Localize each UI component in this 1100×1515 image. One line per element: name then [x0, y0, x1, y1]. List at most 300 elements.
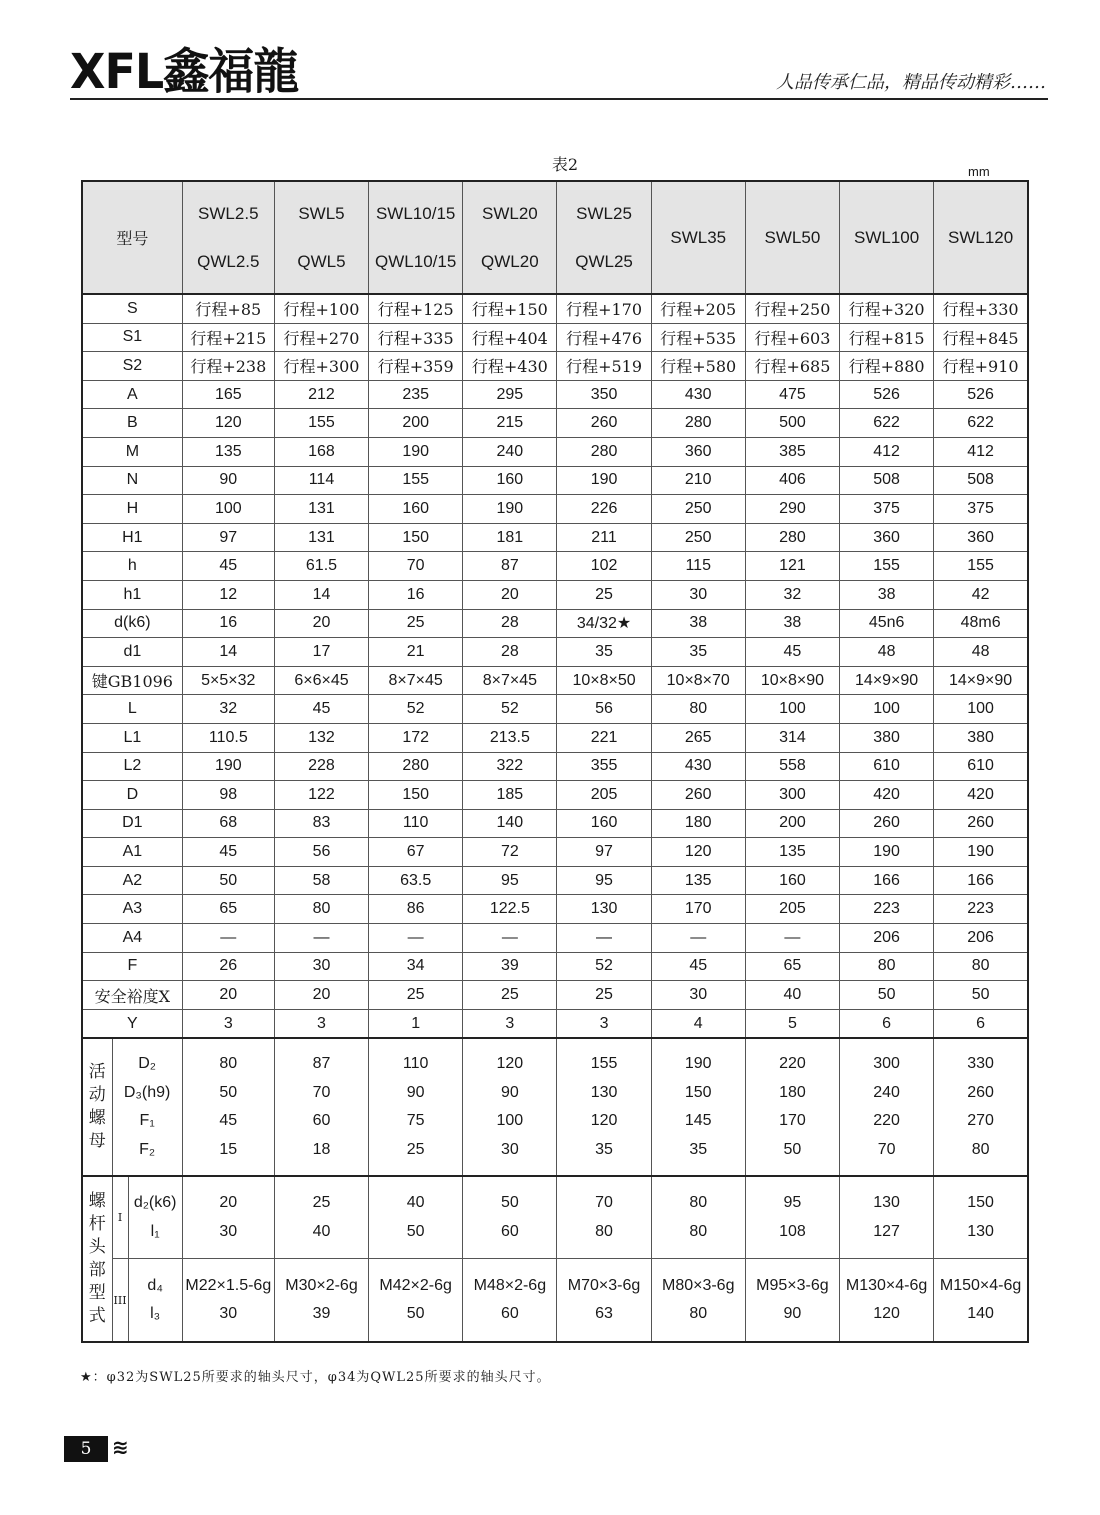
table-cell: 526 — [934, 380, 1028, 409]
table-cell: 250 — [651, 495, 745, 524]
table-cell: 45 — [182, 838, 274, 867]
model-name: QWL5 — [297, 251, 346, 271]
table-cell: 50 — [840, 981, 934, 1010]
table-cell: 34 — [369, 952, 463, 981]
table-cell: 15 — [219, 1140, 238, 1158]
table-cell: 166 — [934, 866, 1028, 895]
table-cell: 58 — [274, 866, 368, 895]
table-cell: 205 — [557, 781, 651, 810]
screw-head-group-label — [82, 1176, 112, 1342]
head-params — [128, 1258, 182, 1342]
table-cell: 150 — [369, 781, 463, 810]
table-cell: 14 — [274, 580, 368, 609]
head-values — [369, 1258, 463, 1342]
table-row — [82, 380, 1028, 409]
table-cell: 20 — [182, 981, 274, 1010]
model-column-header — [369, 181, 463, 294]
table-cell: 70 — [369, 552, 463, 581]
head-values — [651, 1176, 745, 1258]
table-cell: 38 — [745, 609, 839, 638]
nut-values — [557, 1038, 651, 1176]
table-cell: 25 — [406, 1140, 425, 1158]
table-cell: 行程+430 — [463, 352, 557, 381]
table-cell: 8×7×45 — [369, 666, 463, 695]
table-cell: 1 — [369, 1009, 463, 1038]
table-cell: 3 — [182, 1009, 274, 1038]
table-row — [82, 609, 1028, 638]
nut-values — [274, 1038, 368, 1176]
table-cell: 260 — [840, 809, 934, 838]
table-cell: 155 — [934, 552, 1028, 581]
table-cell: 72 — [463, 838, 557, 867]
table-cell: M48×2-6g — [473, 1276, 547, 1294]
row-label: 安全裕度X — [82, 981, 182, 1010]
table-cell: 430 — [651, 380, 745, 409]
table-cell: 110 — [369, 809, 463, 838]
table-cell: 52 — [369, 695, 463, 724]
table-cell: 360 — [934, 523, 1028, 552]
table-cell: 140 — [967, 1305, 994, 1323]
table-row — [82, 924, 1028, 953]
screw-head-row — [82, 1176, 1028, 1258]
page-corner-icon: ≋ — [112, 1437, 129, 1459]
table-cell: 56 — [557, 695, 651, 724]
table-cell: 223 — [840, 895, 934, 924]
table-cell: 25 — [369, 609, 463, 638]
table-cell: 120 — [590, 1112, 618, 1130]
table-cell: 260 — [651, 781, 745, 810]
head-values — [745, 1258, 839, 1342]
table-cell: 190 — [463, 495, 557, 524]
table-cell: 185 — [463, 781, 557, 810]
table-cell: 120 — [496, 1055, 524, 1073]
table-cell: 18 — [312, 1140, 331, 1158]
table-cell: 130 — [590, 1083, 618, 1101]
table-cell: 70 — [312, 1083, 331, 1101]
brand-logo: XFL鑫福龍 — [70, 42, 299, 100]
table-cell: 270 — [967, 1112, 994, 1130]
table-cell: 40 — [312, 1222, 331, 1240]
table-cell: 135 — [745, 838, 839, 867]
table-cell: 150 — [369, 523, 463, 552]
nut-values — [369, 1038, 463, 1176]
row-label: A3 — [82, 895, 182, 924]
table-cell: 16 — [182, 609, 274, 638]
table-cell: 45 — [182, 552, 274, 581]
table-cell: 108 — [779, 1222, 806, 1240]
table-cell: 500 — [745, 409, 839, 438]
table-cell: 50 — [219, 1083, 238, 1101]
table-cell: 48 — [840, 638, 934, 667]
table-cell: 228 — [274, 752, 368, 781]
table-cell: 63 — [595, 1305, 613, 1323]
table-cell: 622 — [840, 409, 934, 438]
page-number: 5 — [64, 1436, 108, 1462]
table-cell: 98 — [182, 781, 274, 810]
table-cell: 90 — [500, 1083, 519, 1101]
nut-group-row — [82, 1038, 1028, 1176]
table-cell: 240 — [463, 437, 557, 466]
head-values — [463, 1258, 557, 1342]
model-name: SWL5 — [298, 203, 345, 223]
table-cell: 131 — [274, 495, 368, 524]
row-label: S — [82, 294, 182, 323]
table-cell: 20 — [274, 609, 368, 638]
table-cell: 180 — [651, 809, 745, 838]
table-cell: 135 — [651, 866, 745, 895]
table-cell: 190 — [840, 838, 934, 867]
screw-head-group-text: 螺杆头部型式 — [88, 1191, 106, 1327]
param-label: F₂ — [139, 1140, 156, 1158]
table-cell: 20 — [274, 981, 368, 1010]
table-cell: 行程+215 — [182, 323, 274, 352]
table-cell: 121 — [745, 552, 839, 581]
row-label: L2 — [82, 752, 182, 781]
model-name: QWL10/15 — [375, 251, 457, 271]
table-cell: 100 — [496, 1112, 524, 1130]
table-cell: 6 — [934, 1009, 1028, 1038]
model-column-header — [745, 181, 839, 294]
model-column-header — [934, 181, 1028, 294]
row-label: d1 — [82, 638, 182, 667]
table-cell: 205 — [745, 895, 839, 924]
model-column-header — [182, 181, 274, 294]
table-cell: 50 — [934, 981, 1028, 1010]
table-cell: 80 — [689, 1305, 708, 1323]
table-cell: 211 — [557, 523, 651, 552]
row-label: B — [82, 409, 182, 438]
table-cell: 行程+320 — [840, 294, 934, 323]
screw-head-row — [82, 1258, 1028, 1342]
table-cell: 30 — [500, 1140, 519, 1158]
table-cell: 39 — [463, 952, 557, 981]
head-values — [274, 1258, 368, 1342]
row-label: A — [82, 380, 182, 409]
table-cell: 行程+880 — [840, 352, 934, 381]
table-cell: 行程+300 — [274, 352, 368, 381]
table-cell: 50 — [406, 1305, 425, 1323]
table-cell: 行程+519 — [557, 352, 651, 381]
table-cell: 20 — [463, 580, 557, 609]
table-cell: 38 — [651, 609, 745, 638]
model-column-header — [463, 181, 557, 294]
table-cell: 412 — [840, 437, 934, 466]
table-cell: 45 — [274, 695, 368, 724]
table-cell: 166 — [840, 866, 934, 895]
table-cell: 558 — [745, 752, 839, 781]
table-cell: 200 — [369, 409, 463, 438]
row-label: h — [82, 552, 182, 581]
table-cell: 475 — [745, 380, 839, 409]
table-cell: 155 — [369, 466, 463, 495]
table-cell: 86 — [369, 895, 463, 924]
table-row — [82, 580, 1028, 609]
table-cell: 25 — [557, 580, 651, 609]
table-cell: M42×2-6g — [379, 1276, 452, 1294]
table-cell: 80 — [274, 895, 368, 924]
table-cell: 14×9×90 — [840, 666, 934, 695]
model-label: 型号 — [82, 181, 182, 294]
table-cell: 110 — [402, 1055, 429, 1073]
head-values — [840, 1258, 934, 1342]
table-cell: 40 — [406, 1194, 425, 1212]
header-row — [82, 181, 1028, 294]
table-cell: 30 — [274, 952, 368, 981]
table-cell: 12 — [182, 580, 274, 609]
table-cell: 380 — [934, 723, 1028, 752]
table-cell: 160 — [745, 866, 839, 895]
row-label: M — [82, 437, 182, 466]
table-cell: 行程+125 — [369, 294, 463, 323]
table-cell: 45 — [651, 952, 745, 981]
row-label: A2 — [82, 866, 182, 895]
table-cell: 127 — [873, 1222, 900, 1240]
table-row — [82, 409, 1028, 438]
table-cell: — — [651, 924, 745, 953]
table-cell: — — [369, 924, 463, 953]
table-title: 表2 — [551, 155, 579, 174]
table-cell: 5×5×32 — [182, 666, 274, 695]
table-cell: 375 — [840, 495, 934, 524]
param-label: l₃ — [150, 1305, 161, 1323]
row-label: D — [82, 781, 182, 810]
table-cell: 120 — [873, 1305, 900, 1323]
table-cell: 25 — [312, 1194, 331, 1212]
table-row — [82, 495, 1028, 524]
row-label: A4 — [82, 924, 182, 953]
table-cell: 68 — [182, 809, 274, 838]
table-cell: 190 — [557, 466, 651, 495]
table-cell: 215 — [463, 409, 557, 438]
table-cell: 250 — [651, 523, 745, 552]
table-cell: 155 — [840, 552, 934, 581]
nut-values — [745, 1038, 839, 1176]
table-cell: 行程+250 — [745, 294, 839, 323]
table-cell: 260 — [557, 409, 651, 438]
model-name: SWL2.5 — [198, 203, 259, 223]
table-cell: 20 — [219, 1194, 238, 1212]
head-type-label: I — [112, 1176, 128, 1258]
table-cell: 300 — [873, 1055, 900, 1073]
table-cell: 130 — [557, 895, 651, 924]
table-cell: 行程+270 — [274, 323, 368, 352]
table-cell: 21 — [369, 638, 463, 667]
param-label: l₁ — [150, 1222, 160, 1240]
table-cell: 90 — [182, 466, 274, 495]
head-values — [369, 1176, 463, 1258]
table-cell: 行程+170 — [557, 294, 651, 323]
model-name: SWL100 — [854, 227, 920, 247]
model-name: SWL10/15 — [375, 203, 456, 223]
table-cell: 360 — [651, 437, 745, 466]
table-row — [82, 952, 1028, 981]
table-cell: 130 — [967, 1222, 994, 1240]
table-cell: 355 — [557, 752, 651, 781]
table-cell: 526 — [840, 380, 934, 409]
table-cell: 420 — [934, 781, 1028, 810]
table-cell: 50 — [406, 1222, 425, 1240]
table-cell: 206 — [934, 924, 1028, 953]
table-cell: 70 — [877, 1140, 896, 1158]
table-cell: 28 — [463, 638, 557, 667]
table-cell: 60 — [500, 1305, 519, 1323]
table-cell: 35 — [595, 1140, 613, 1158]
table-cell: 170 — [651, 895, 745, 924]
table-cell: 5 — [745, 1009, 839, 1038]
param-label: F₁ — [139, 1112, 155, 1130]
head-values — [274, 1176, 368, 1258]
table-cell: 40 — [745, 981, 839, 1010]
table-cell: 90 — [783, 1305, 802, 1323]
table-cell: 360 — [840, 523, 934, 552]
table-cell: 280 — [369, 752, 463, 781]
table-cell: 45n6 — [840, 609, 934, 638]
table-cell: 61.5 — [274, 552, 368, 581]
table-cell: 65 — [745, 952, 839, 981]
table-cell: M130×4-6g — [845, 1276, 928, 1294]
table-cell: 87 — [463, 552, 557, 581]
table-cell: 145 — [684, 1112, 712, 1130]
table-cell: 10×8×70 — [651, 666, 745, 695]
table-cell: 95 — [463, 866, 557, 895]
table-cell: 610 — [934, 752, 1028, 781]
table-cell: 80 — [934, 952, 1028, 981]
table-cell: 6 — [840, 1009, 934, 1038]
row-label: D1 — [82, 809, 182, 838]
row-label: S2 — [82, 352, 182, 381]
table-row — [82, 638, 1028, 667]
table-cell: M22×1.5-6g — [185, 1276, 272, 1294]
table-cell: M70×3-6g — [567, 1276, 641, 1294]
table-cell: 120 — [182, 409, 274, 438]
head-values — [463, 1176, 557, 1258]
table-cell: 17 — [274, 638, 368, 667]
table-cell: 30 — [219, 1305, 238, 1323]
table-cell: 406 — [745, 466, 839, 495]
table-cell: 622 — [934, 409, 1028, 438]
table-cell: 135 — [182, 437, 274, 466]
table-cell: 行程+330 — [934, 294, 1028, 323]
nut-group-label — [82, 1038, 112, 1176]
table-cell: 322 — [463, 752, 557, 781]
param-label: D₂ — [138, 1055, 157, 1073]
table-cell: 375 — [934, 495, 1028, 524]
table-cell: 97 — [557, 838, 651, 867]
table-cell: 114 — [274, 466, 368, 495]
table-cell: 280 — [557, 437, 651, 466]
table-cell: 508 — [934, 466, 1028, 495]
table-cell: 221 — [557, 723, 651, 752]
model-name: SWL50 — [764, 227, 821, 247]
model-name: SWL20 — [481, 203, 538, 223]
table-cell: 131 — [274, 523, 368, 552]
table-cell: 6×6×45 — [274, 666, 368, 695]
table-cell: 100 — [934, 695, 1028, 724]
table-cell: 行程+100 — [274, 294, 368, 323]
table-cell: 行程+150 — [463, 294, 557, 323]
table-cell: 172 — [369, 723, 463, 752]
table-cell: 385 — [745, 437, 839, 466]
table-cell: 100 — [182, 495, 274, 524]
table-cell: 165 — [182, 380, 274, 409]
table-cell: 212 — [274, 380, 368, 409]
table-cell: — — [274, 924, 368, 953]
table-cell: 39 — [312, 1305, 331, 1323]
head-values — [934, 1176, 1028, 1258]
table-cell: 4 — [651, 1009, 745, 1038]
table-cell: 330 — [967, 1055, 994, 1073]
table-cell: — — [745, 924, 839, 953]
table-cell: 48m6 — [934, 609, 1028, 638]
nut-values — [182, 1038, 274, 1176]
table-cell: 132 — [274, 723, 368, 752]
head-values — [745, 1176, 839, 1258]
table-cell: 32 — [182, 695, 274, 724]
table-row — [82, 352, 1028, 381]
table-cell: 102 — [557, 552, 651, 581]
table-cell: 80 — [651, 695, 745, 724]
head-values — [182, 1258, 274, 1342]
model-column-header — [274, 181, 368, 294]
table-cell: 60 — [312, 1112, 331, 1130]
table-cell: — — [463, 924, 557, 953]
head-values — [557, 1176, 651, 1258]
table-cell: M30×2-6g — [285, 1276, 358, 1294]
dimension-table — [81, 180, 1029, 1343]
table-cell: 190 — [934, 838, 1028, 867]
table-cell: 行程+815 — [840, 323, 934, 352]
table-cell: 80 — [840, 952, 934, 981]
table-row — [82, 809, 1028, 838]
head-values — [182, 1176, 274, 1258]
table-cell: 181 — [463, 523, 557, 552]
table-cell: 8×7×45 — [463, 666, 557, 695]
table-cell: 90 — [406, 1083, 425, 1101]
head-type-label: III — [112, 1258, 128, 1342]
model-column-header — [557, 181, 651, 294]
table-cell: 80 — [971, 1140, 990, 1158]
table-cell: 170 — [779, 1112, 806, 1130]
table-cell: 14 — [182, 638, 274, 667]
model-name: QWL25 — [575, 251, 633, 271]
table-cell: 3 — [274, 1009, 368, 1038]
table-cell: 180 — [779, 1083, 806, 1101]
head-values — [934, 1258, 1028, 1342]
row-label: N — [82, 466, 182, 495]
row-label: Y — [82, 1009, 182, 1038]
table-cell: 83 — [274, 809, 368, 838]
table-cell: 430 — [651, 752, 745, 781]
table-cell: 50 — [783, 1140, 802, 1158]
row-label: H — [82, 495, 182, 524]
table-cell: 314 — [745, 723, 839, 752]
table-cell: 52 — [557, 952, 651, 981]
table-cell: 45 — [219, 1112, 238, 1130]
table-cell: 3 — [463, 1009, 557, 1038]
table-cell: 110.5 — [182, 723, 274, 752]
table-cell: 350 — [557, 380, 651, 409]
table-cell: 32 — [745, 580, 839, 609]
table-cell: 70 — [595, 1194, 613, 1212]
table-cell: 280 — [651, 409, 745, 438]
table-cell: 380 — [840, 723, 934, 752]
table-cell: 160 — [463, 466, 557, 495]
table-cell: 30 — [651, 981, 745, 1010]
table-cell: 100 — [840, 695, 934, 724]
table-cell: 45 — [745, 638, 839, 667]
table-row — [82, 294, 1028, 323]
row-label: d(k6) — [82, 609, 182, 638]
